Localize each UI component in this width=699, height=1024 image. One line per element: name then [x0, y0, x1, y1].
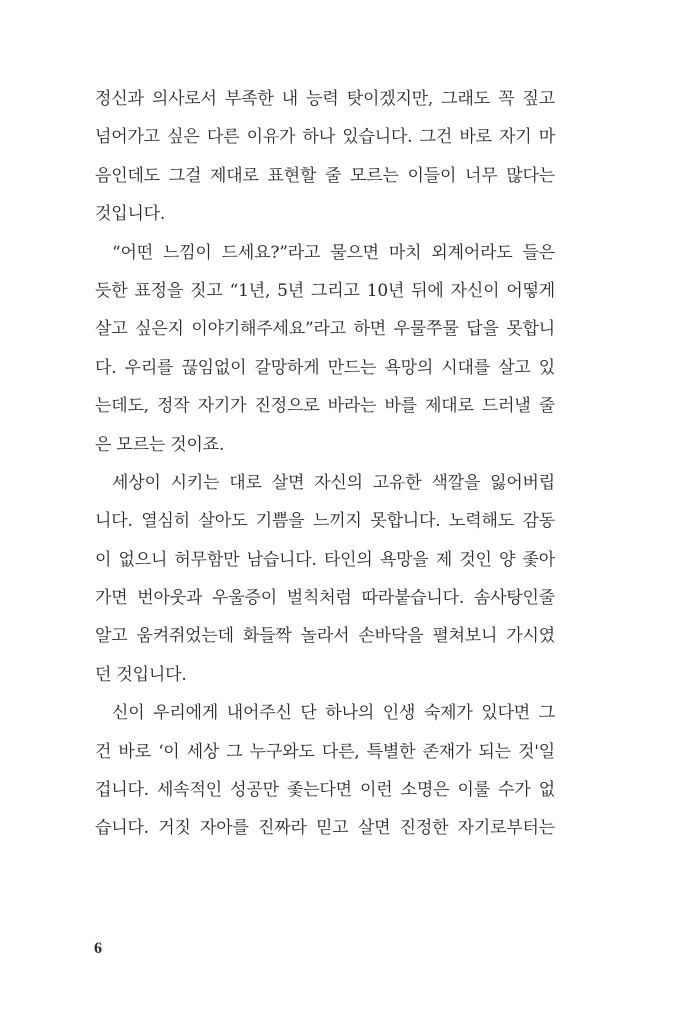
page-number: 6 — [94, 940, 102, 957]
text-line: 알고 움켜쥐었는데 화들짝 놀라서 손바닥을 펼쳐보니 가시였 — [95, 626, 555, 647]
paragraph — [95, 464, 555, 694]
text-line: 이 없으니 허무함만 남습니다. 타인의 욕망을 제 것인 양 좇아 — [95, 549, 555, 570]
text-line: 다. 우리를 끊임없이 갈망하게 만드는 욕망의 시대를 살고 있 — [95, 357, 555, 378]
text-line: 건 바로 ‘이 세상 그 누구와도 다른, 특별한 존재가 되는 것'일 — [95, 741, 555, 762]
text-line: 던 것입니다. — [95, 664, 187, 685]
text-line: 넘어가고 싶은 다른 이유가 하나 있습니다. 그건 바로 자기 마 — [95, 127, 555, 148]
page-body — [95, 80, 555, 848]
text-line: 살고 싶은지 이야기해주세요”라고 하면 우물쭈물 답을 못합니 — [95, 319, 555, 340]
text-line: 음인데도 그걸 제대로 표현할 줄 모르는 이들이 너무 많다는 — [95, 165, 555, 186]
text-line: 니다. 열심히 살아도 기쁨을 느끼지 못합니다. 노력해도 감동 — [95, 511, 555, 532]
text-line: 가면 번아웃과 우울증이 벌칙처럼 따라붙습니다. 솜사탕인줄 — [95, 588, 555, 609]
paragraph — [95, 234, 555, 464]
text-line: 정신과 의사로서 부족한 내 능력 탓이겠지만, 그래도 꼭 짚고 — [95, 89, 555, 109]
text-line: 세상이 시키는 대로 살면 자신의 고유한 색깔을 잃어버립 — [112, 472, 555, 493]
text-line: 습니다. 거짓 자아를 진짜라 믿고 살면 진정한 자기로부터는 — [95, 818, 555, 839]
text-line: 것입니다. — [95, 204, 166, 225]
text-line: 는데도, 정작 자기가 진정으로 바라는 바를 제대로 드러낼 줄 — [95, 396, 555, 417]
paragraph — [95, 80, 555, 234]
paragraph — [95, 694, 555, 848]
text-line: 신이 우리에게 내어주신 단 하나의 인생 숙제가 있다면 그 — [112, 703, 555, 724]
text-line: “어떤 느낌이 드세요?”라고 물으면 마치 외계어라도 들은 — [112, 242, 555, 263]
text-line: 겁니다. 세속적인 성공만 좇는다면 이런 소명은 이룰 수가 없 — [95, 780, 555, 801]
text-line: 듯한 표정을 짓고 “1년, 5년 그리고 10년 뒤에 자신이 어떻게 — [95, 280, 555, 301]
text-line: 은 모르는 것이죠. — [95, 434, 225, 455]
